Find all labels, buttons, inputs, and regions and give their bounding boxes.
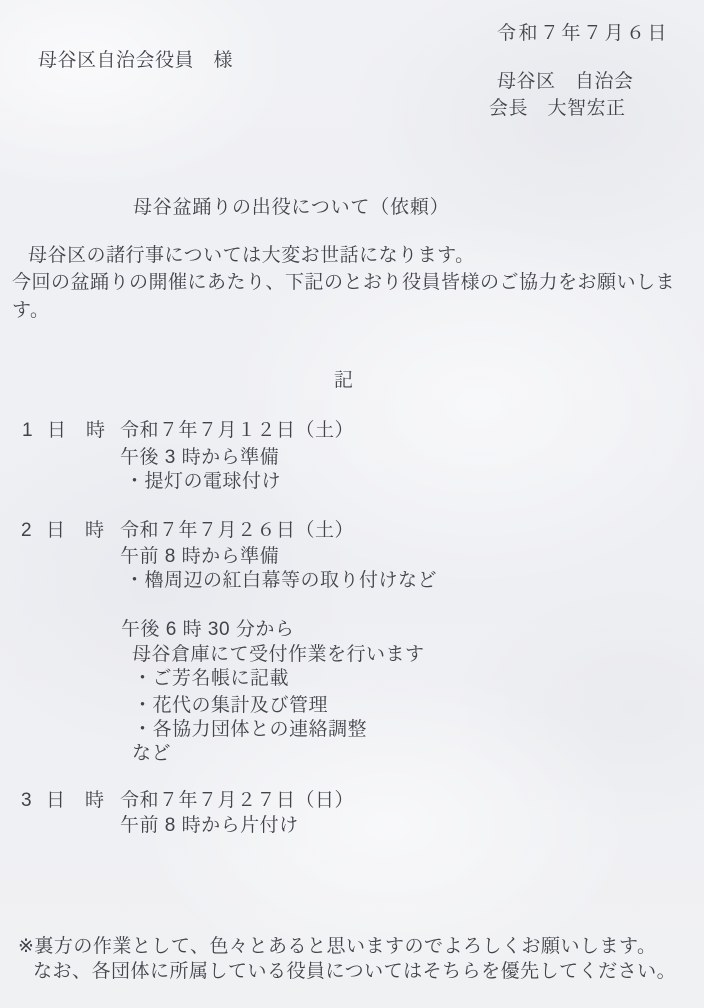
item-2-number: 2 [21, 520, 32, 541]
item-3-label: 日 時 [46, 790, 105, 811]
list-heading-ki: 記 [334, 370, 354, 391]
item-2-label: 日 時 [46, 520, 105, 541]
footer-note-1: ※裏方の作業として、色々とあると思いますのでよろしくお願いします。 [18, 936, 657, 957]
item-3-time-line: 午前 8 時から片付け [120, 815, 299, 836]
recipient-line: 母谷区自治会役員 様 [38, 50, 234, 71]
item-1-label: 日 時 [47, 420, 106, 441]
item-2-date: 令和７年７月２６日（土） [120, 520, 355, 541]
item-1-number: 1 [22, 420, 33, 441]
evening-task-2: ・花代の集計及び管理 [133, 695, 329, 716]
footer-note-2: なお、各団体に所属している役員についてはそちらを優先してください。 [33, 961, 677, 982]
item-1-date: 令和７年７月１２日（土） [120, 420, 355, 441]
evening-etc-line: など [132, 743, 172, 764]
item-1-task-line: ・提灯の電球付け [125, 471, 282, 492]
sender-organization: 母谷区 自治会 [497, 71, 634, 92]
evening-time-line: 午後 6 時 30 分から [121, 619, 295, 640]
evening-task-1: ・ご芳名帳に記載 [133, 668, 290, 689]
item-2-task-line: ・櫓周辺の紅白幕等の取り付けなど [125, 570, 438, 591]
evening-place-line: 母谷倉庫にて受付作業を行います [132, 644, 425, 665]
sender-chief-name: 会長 大智宏正 [489, 98, 626, 119]
item-3-number: 3 [21, 790, 32, 811]
item-1-time-line: 午後 3 時から準備 [120, 447, 280, 468]
document-title: 母谷盆踊りの出役について（依頼） [133, 197, 450, 218]
greeting-line-2: 今回の盆踊りの開催にあたり、下記のとおり役員皆様のご協力をお願いしま [12, 272, 676, 293]
item-2-time-line: 午前 8 時から準備 [120, 546, 280, 567]
greeting-line-1: 母谷区の諸行事については大変お世話になります。 [28, 245, 475, 266]
greeting-line-3: す。 [12, 300, 50, 321]
evening-task-3: ・各協力団体との連絡調整 [133, 719, 368, 740]
document-date: 令和７年７月６日 [497, 23, 670, 44]
item-3-date: 令和７年７月２７日（日） [120, 790, 355, 811]
